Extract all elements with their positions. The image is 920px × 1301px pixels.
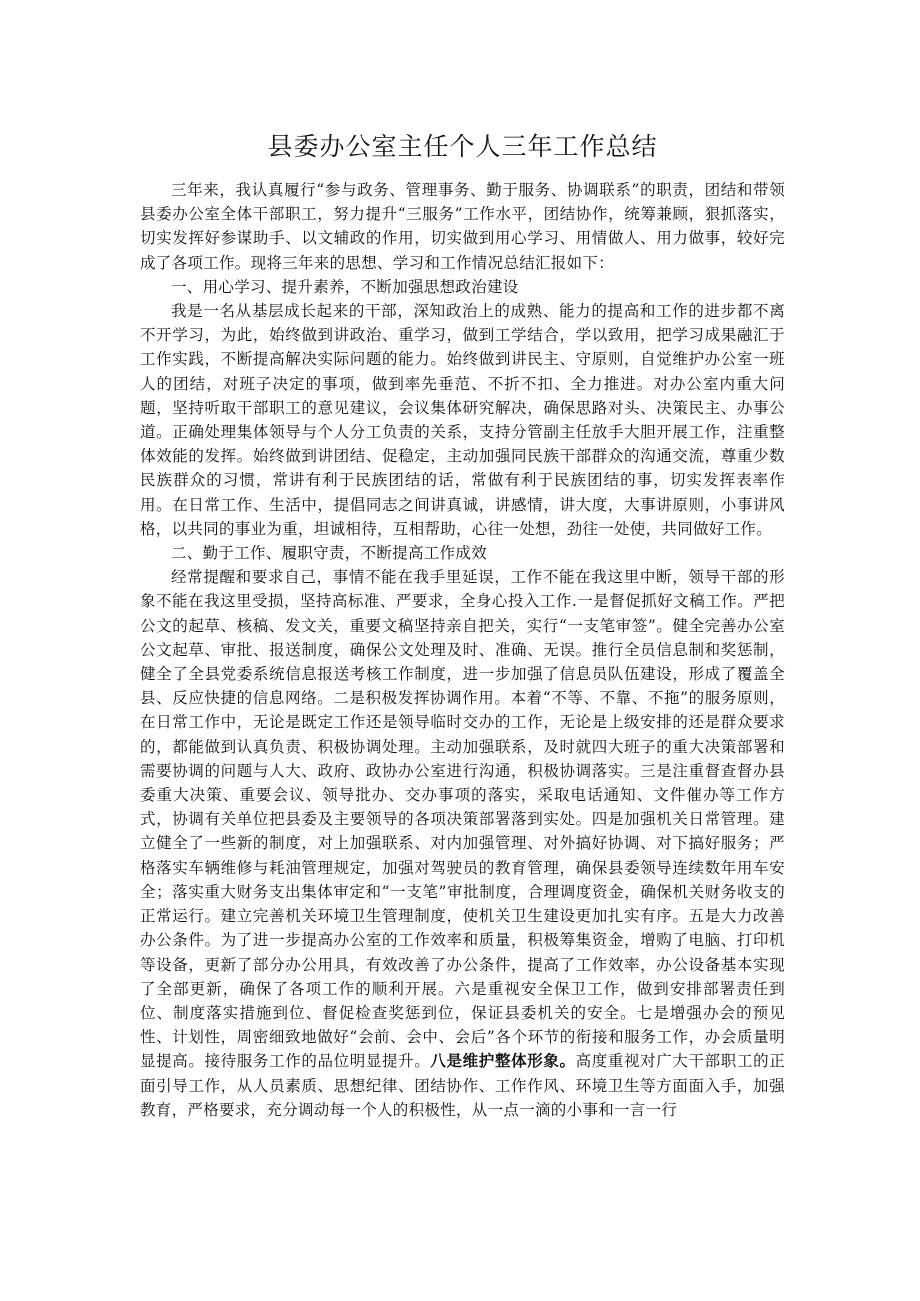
section-1-body: 我是一名从基层成长起来的干部，深知政治上的成熟、能力的提高和工作的进步都不离不开学习，为此，始终做到讲政治、重学习，做到工学结合，学以致用，把学习成果融汇于工作实践，不断提高解决实际问题的能力。始终做到讲民主、守原则，自觉维护办公室一班人的团结，对班子决定的事项，做到率先垂范、不折不扣、全力推进。对办公室内重大问题，坚持听取干部职工的意见建议，会议集体研究解决，确保思路对头、决策民主、办事公道。正确处理集体领导与个人分工负责的关系，支持分管副主任放手大胆开展工作，注重整体效能的发挥。始终做到讲团结、促稳定，主动加强同民族干部群众的沟通交流，尊重少数民族群众的习惯，常讲有利于民族团结的话，常做有利于民族团结的事，切实发挥表率作用。在日常工作、生活中，提倡同志之间讲真诚，讲感情，讲大度，大事讲原则，小事讲风格，以共同的事业为重，坦诚相待，互相帮助，心往一处想，劲往一处使，共同做好工作。 (140, 302, 785, 538)
section-2-body (140, 565, 785, 1122)
section-2-bold-point: 八是维护整体形象。 (430, 1051, 576, 1071)
section-2-body-continued: 高度重视对广大干部职工的正面引导工作，从人员素质、思想纪律、团结协作、工作作风、环境卫生等方面面入手，加强教育，严格要求，充分调动每一个人的积极性，从一点一滴的小事和一言一行 (140, 1052, 786, 1119)
section-1-heading: 一、用心学习、提升素养，不断加强思想政治建设 (171, 277, 519, 296)
intro-paragraph: 三年来，我认真履行“参与政务、管理事务、勤于服务、协调联系”的职责，团结和带领县委办公室全体干部职工，努力提升“三服务”工作水平，团结协作，统筹兼顾，狠抓落实，切实发挥好参谋助手、以文辅政的作用，切实做到用心学习、用情做人、用力做事，较好完成了各项工作。现将三年来的思想、学习和工作情况总结汇报如下： (140, 181, 785, 272)
document-title: 县委办公室主任个人三年工作总结 (267, 132, 658, 161)
section-2-body-text: 经常提醒和要求自己，事情不能在我手里延误，工作不能在我这里中断，领导干部的形象不能在我这里受损，坚持高标准、严要求，全身心投入工作.一是督促抓好文稿工作。严把公文的起草、核稿、发文关，重要文稿坚持亲自把关，实行“一支笔审签”。健全完善办公室公文起草、审批、报送制度，确保公文处理及时、准确、无误。推行全员信息制和奖惩制，健全了全县党委系统信息报送考核工作制度，进一步加强了信息员队伍建设，形成了覆盖全县、反应快捷的信息网络。二是积极发挥协调作用。本着“不等、不靠、不拖”的服务原则，在日常工作中，无论是既定工作还是领导临时交办的工作，无论是上级安排的还是群众要求的，都能做到认真负责、积极协调处理。主动加强联系，及时就四大班子的重大决策部署和需要协调的问题与人大、政府、政协办公室进行沟通，积极协调落实。三是注重督查督办县委重大决策、重要会议、领导批办、交办事项的落实，采取电话通知、文件催办等工作方式，协调有关单位把县委及主要领导的各项决策部署落到实处。四是加强机关日常管理。建立健全了一些新的制度，对上加强联系、对内加强管理、对外搞好协调、对下搞好服务；严格落实车辆维修与耗油管理规定，加强对驾驶员的教育管理，确保县委领导连续数年用车安全；落实重大财务支出集体审定和“一支笔”审批制度，合理调度资金，确保机关财务收支的正常运行。建立完善机关环境卫生管理制度，使机关卫生建设更加扎实有序。五是大力改善办公条件。为了进一步提高办公室的工作效率和质量，积极筹集资金，增购了电脑、打印机等设备，更新了部分办公用具，有效改善了办公条件，提高了工作效率，办公设备基本实现了全部更新，确保了各项工作的顺利开展。六是重视安全保卫工作，做到安排部署责任到位、制度落实措施到位、督促检查奖惩到位，保证县委机关的安全。七是增强办会的预见性、计划性，周密细致地做好“会前、会中、会后”各个环节的衔接和服务工作，办会质量明显提高。接待服务工作的品位明显提升。 (140, 568, 785, 1071)
section-2-heading: 二、勤于工作、履职守责，不断提高工作成效 (171, 544, 488, 563)
document-page (140, 128, 785, 1122)
